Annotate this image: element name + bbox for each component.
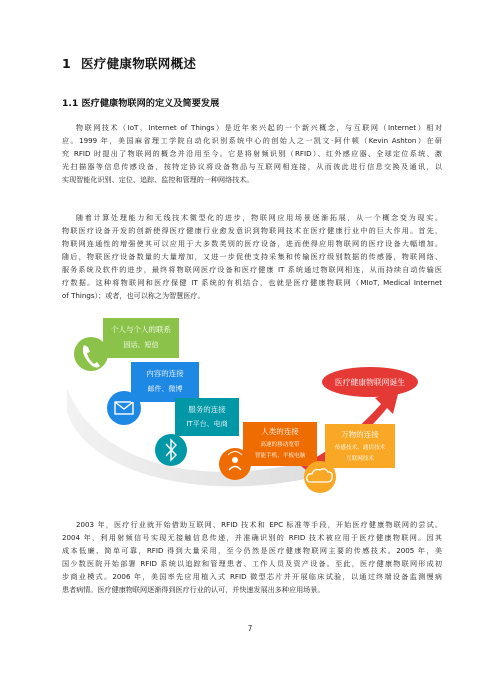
phone-icon xyxy=(74,337,108,371)
paragraph-line: of Things）；或者，也可以称之为智慧医疗。 xyxy=(62,291,205,300)
chapter-title: 医疗健康物联网概述 xyxy=(81,56,197,71)
paragraph-miot-history xyxy=(62,518,442,596)
page-number: 7 xyxy=(247,624,253,633)
goal-badge xyxy=(322,367,418,397)
goal-label: 医疗健康物联网诞生 xyxy=(334,378,406,387)
stage-5-subtitle-line2: 互联网技术 xyxy=(346,456,374,462)
stage-2-title: 内容的连接 xyxy=(146,369,184,378)
chapter-number: 1 xyxy=(62,56,71,71)
paragraph-line: 物联网技术（IoT，Internet of Things）是近年来兴起的一个新兴概念，与互联网（Internet）相对 xyxy=(76,123,442,132)
stage-3-title: 服务的连接 xyxy=(188,405,226,414)
stage-4-subtitle-line1: 高速的移动宽带 xyxy=(260,442,300,448)
stage-4-subtitle-line2: 智能手机、平板电脑 xyxy=(254,453,306,459)
paragraph-line: 步商业模式。2006 年，美国率先应用植入式 RFID 微型芯片并开展临床试验，以通过终端设备监测慢病 xyxy=(62,572,442,581)
paragraph-miot-development xyxy=(62,211,442,302)
paragraph-line: 服务系统及软件的进步，最终将物联网医疗设备和医疗健康 IT 系统通过物联网相连，从而持续自动传输医 xyxy=(62,265,442,274)
stage-1-title: 个人与个人的联系 xyxy=(111,325,171,334)
paragraph-line: 成本低廉、简单可靠，RFID 得到大量采用，至今仍然是医疗健康物联网主要的传感技术。2005 年，美 xyxy=(62,546,442,555)
stage-1-subtitle: 固话、短信 xyxy=(123,341,159,349)
paragraph-line: 随后，物联医疗设备数量的大量增加，又进一步促使支持采集和传输医疗级别数据的传感器，物联网络、 xyxy=(62,252,442,261)
paragraph-line: 随着计算处理能力和无线技术微型化的进步，物联网应用场景逐渐拓展，从一个概念变为现实。 xyxy=(76,213,442,222)
stage-5-title: 万物的连接 xyxy=(341,430,379,439)
paragraph-line: 国少数医院开始部署 RFID 系统以追踪和管理患者、工作人员及资产设备。至此，医疗健康物联网形成初 xyxy=(62,559,442,568)
paragraph-line: 应。1999 年，美国麻省理工学院自动化识别系统中心的创始人之一凯文·阿什顿（Kevin Ashton）在研 xyxy=(62,136,442,145)
paragraph-iot-definition xyxy=(62,121,442,186)
paragraph-line: 物联医疗设备开发的创新使得医疗健康行业愈发意识到物联网技术在医疗健康行业中的巨大作用。首先， xyxy=(62,226,442,235)
iot-evolution-figure xyxy=(65,312,440,502)
paragraph-line: 实现智能化识别、定位、追踪、监控和管理的一种网络技术。 xyxy=(62,175,254,184)
paragraph-line: 疗数据。这种将物联网和医疗保健 IT 系统的有机结合，也就是医疗健康物联网（MIoT, Medical Internet xyxy=(62,278,442,287)
paragraph-line: 光扫描器等信息传感设备，按特定协议将设备物品与互联网相连接，从而彼此进行信息交换及通讯，以 xyxy=(62,162,442,171)
paragraph-line: 2003 年，医疗行业就开始借助互联网、RFID 技术和 EPC 标准等手段，开始医疗健康物联网的尝试。 xyxy=(76,520,442,529)
paragraph-line: 2004 年，利用射频信号实现无接触信息传递，并准确识别的 RFID 技术被应用于医疗健康物联网。因其 xyxy=(62,533,442,542)
paragraph-line: 患者病情。医疗健康物联网逐渐得到医疗行业的认可，并快速发展出多种应用场景。 xyxy=(62,585,325,594)
stage-5-subtitle-line1: 传感技术、通信技术 xyxy=(334,445,386,451)
stage-3-subtitle: IT平台、电商 xyxy=(186,420,228,428)
paragraph-line: 物联网连通性的增强使其可以应用于大多数类别的医疗设备，进而使得应用物联网的医疗设备大幅增加。 xyxy=(62,239,442,248)
stage-4-title: 人类的连接 xyxy=(261,427,299,436)
paragraph-line: 究 RFID 时提出了物联网的概念并沿用至今。它是将射频识别（RFID）、红外感应器、全球定位系统、激 xyxy=(62,149,442,158)
section-heading: 1.1 医疗健康物联网的定义及简要发展 xyxy=(62,98,220,109)
chapter-heading xyxy=(62,54,196,72)
stage-2-subtitle: 邮件、微博 xyxy=(147,385,183,393)
